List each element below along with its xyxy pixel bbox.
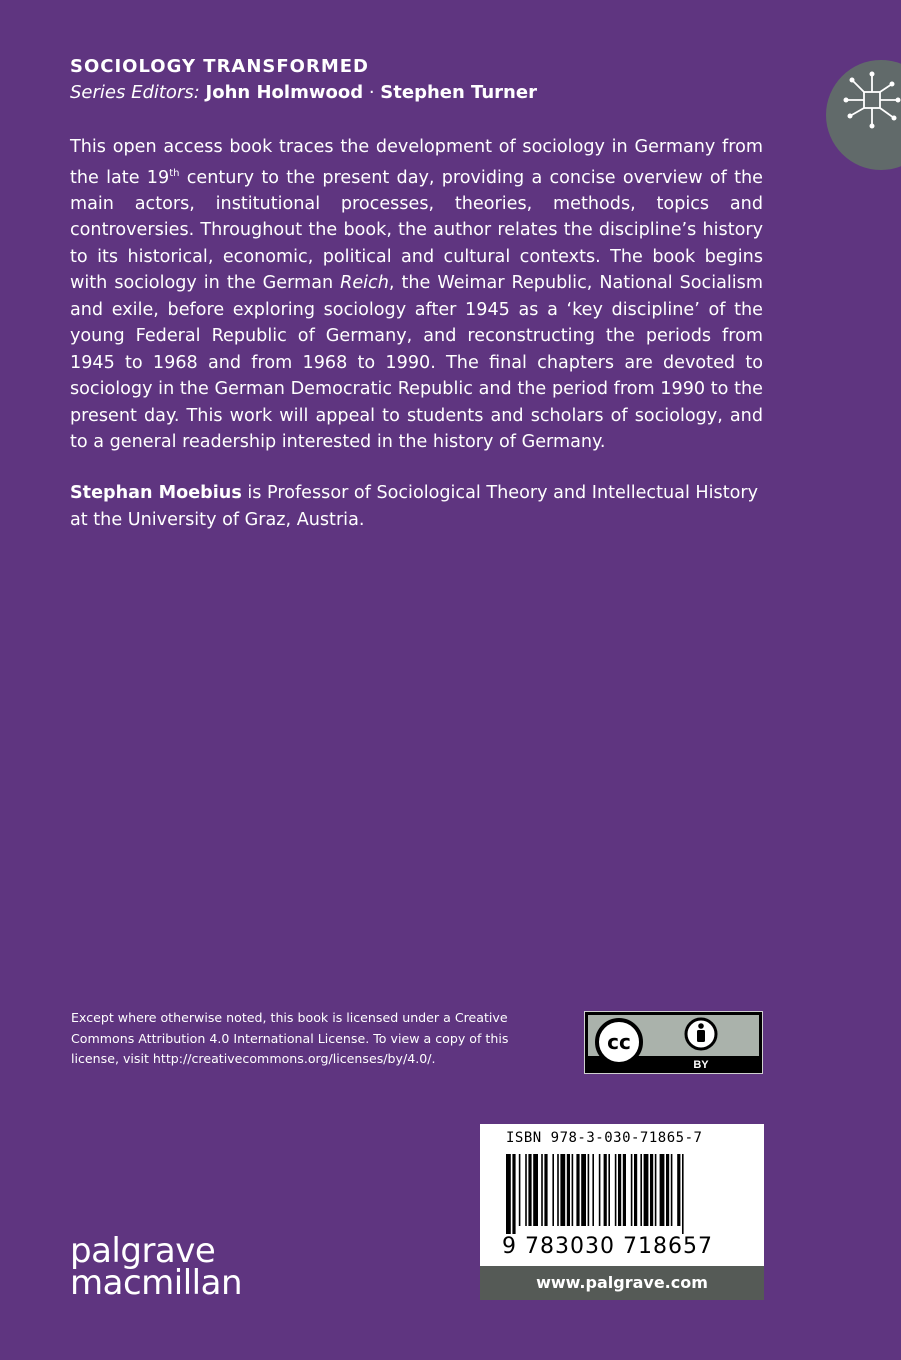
barcode-bar [666,1154,669,1226]
author-bio-text: is Professor of Sociological Theory and Intellectual History at the University of Graz, Austria. [70,483,759,530]
cc-text: cc [607,1030,631,1054]
cc-by-badge[interactable] [584,1011,763,1074]
publisher-line-2: macmillan [70,1263,242,1303]
series-title: SOCIOLOGY TRANSFORMED [70,56,369,77]
barcode-bar [599,1154,601,1226]
license-notice: Except where otherwise noted, this book is licensed under a Creative Commons Attribution 4.0 International License. To view a copy of this license, visit http://creativecommons.org/licenses/by/4.0/. [71,1010,509,1066]
barcode-bar [615,1154,617,1226]
barcode-bar [671,1154,673,1226]
barcode-bar [608,1154,610,1226]
barcode-bars [504,1154,740,1234]
barcode-bar [544,1154,547,1226]
barcode-bar [506,1154,511,1234]
by-label: BY [693,1059,709,1071]
blurb-part-1: This open access book traces the development of sociology in Germany from the late 19 [70,137,763,188]
barcode-bar [528,1154,531,1226]
isbn-barcode [480,1124,764,1300]
blurb-part-2: century to the present day, providing a concise overview of the main actors, institutional processes, theories, methods, topics and controversies. Throughout the book, the author relates the discipline’s history to its historical, economic, political and cultural contexts. The book begins with sociology in the German [70,167,763,294]
editor-separator: · [368,82,375,103]
barcode-bar [581,1154,586,1226]
barcode-bar [640,1154,642,1226]
barcode-bar [618,1154,621,1226]
isbn-label: ISBN 978-3-030-71865-7 [506,1130,703,1146]
blurb-part-3: , the Weimar Republic, National Socialism and exile, before exploring sociology after 1945 as a ‘key discipline’ of the young Federal Republic of Germany, and reconstructing the periods from 1945 to 1968 and from 1968 to 1990. The final chapters are devoted to sociology in the German Democratic Republic and the period from 1990 to the present day. This work will appeal to students and scholars of sociology, and to a general readership interested in the history of Germany. [70,273,763,453]
barcode-bar [634,1154,637,1226]
barcode-bar [576,1154,579,1226]
barcode-bar [592,1154,594,1226]
series-editor-1: John Holmwood [205,82,364,103]
barcode-bar [682,1154,684,1234]
publisher-logo [70,1231,242,1303]
barcode-bar [552,1154,554,1226]
barcode-bar [557,1154,559,1226]
barcode-bar [631,1154,633,1226]
barcode-bar [650,1154,653,1226]
series-logo [826,60,901,170]
isbn-digits: 9 783030 718657 [502,1234,713,1259]
website-link[interactable]: www.palgrave.com [480,1266,764,1300]
blurb-italic: Reich [340,273,389,294]
series-editors [70,82,537,103]
barcode-bar [519,1154,521,1226]
barcode-bar [623,1154,626,1226]
barcode-bar [655,1154,657,1226]
barcode-bar [560,1154,565,1226]
barcode-bar [541,1154,543,1226]
author-name: Stephan Moebius [70,483,242,503]
book-description [70,134,763,456]
barcode-bar [567,1154,570,1226]
cc-by-icon [585,1012,764,1075]
barcode-bar [588,1154,590,1226]
barcode-bar [677,1154,680,1226]
author-bio [70,480,763,533]
barcode-bar [604,1154,607,1226]
network-icon [842,70,901,130]
barcode-bar [644,1154,649,1226]
barcode-bar [533,1154,538,1226]
barcode-bar [525,1154,527,1226]
blurb-superscript: th [169,167,180,179]
barcode-bar [660,1154,665,1226]
barcode-bar [572,1154,574,1226]
publisher-line-1: palgrave [70,1231,216,1271]
barcode-bar [512,1154,515,1234]
series-editor-2: Stephen Turner [380,82,537,103]
series-editors-label: Series Editors: [70,82,200,103]
